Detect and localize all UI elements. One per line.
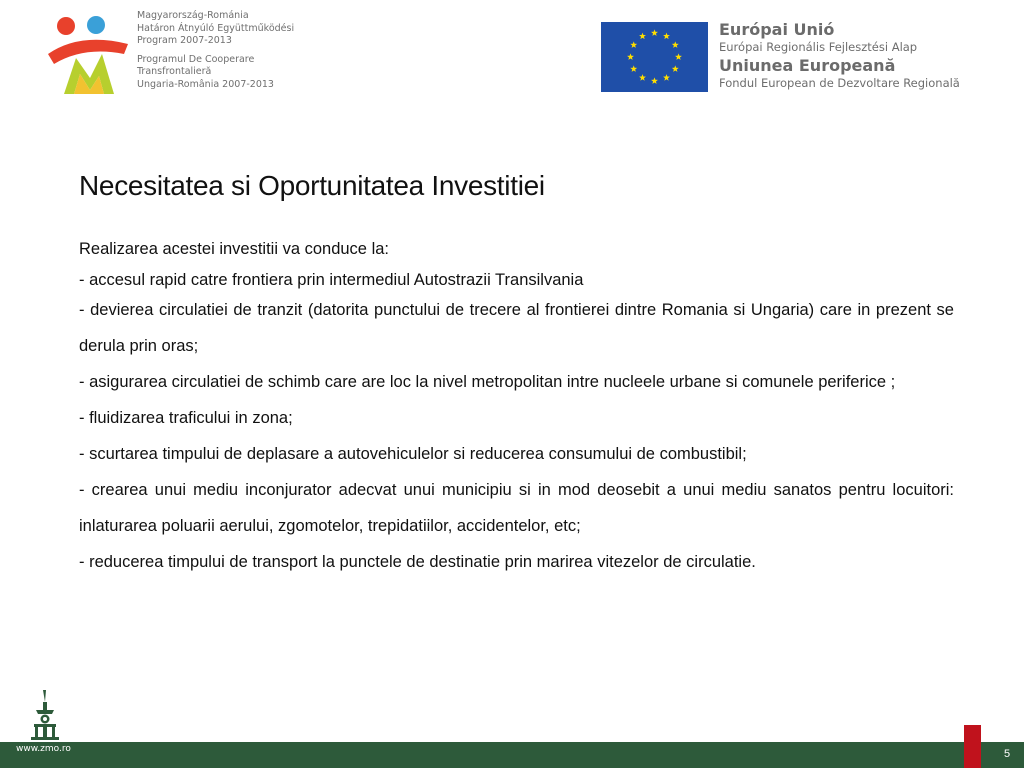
program-name: [137, 10, 294, 91]
list-item: - asigurarea circulatiei de schimb care are loc la nivel metropolitan intre nucleele urbane si comunele periferice ;: [79, 373, 896, 391]
list-item: - devierea circulatiei de tranzit (datorita punctului de trecere al frontierei dintre Romania si Ungaria) care in prezent se derula prin oras;: [79, 301, 954, 355]
list-item: - scurtarea timpului de deplasare a autovehiculelor si reducerea consumului de combustibil;: [79, 445, 747, 463]
footer-bar: [0, 742, 1024, 768]
program-line: Magyarország-Románia: [137, 10, 249, 21]
eu-fund-ro: Fondul European de Dezvoltare Regională: [719, 76, 960, 90]
eu-flag-icon: [601, 22, 708, 92]
program-line: Transfrontalieră: [137, 66, 212, 77]
page-number: 5: [1004, 748, 1011, 760]
program-line: Program 2007-2013: [137, 35, 232, 46]
slide-body: [79, 268, 954, 580]
eu-fund-hu: Európai Regionális Fejlesztési Alap: [719, 40, 918, 54]
program-logo-icon: [44, 14, 136, 96]
program-line: Határon Átnyúló Együttműködési: [137, 22, 295, 34]
program-line: Programul De Cooperare: [137, 53, 255, 65]
list-item: - accesul rapid catre frontiera prin intermediul Autostrazii Transilvania: [79, 271, 584, 289]
list-item: - fluidizarea traficului in zona;: [79, 409, 293, 427]
footer-url: www.zmo.ro: [16, 744, 71, 754]
slide-intro: Realizarea acestei investitii va conduce la:: [79, 240, 389, 258]
list-item: - crearea unui mediu inconjurator adecvat unui municipiu si in mod deosebit a unui mediu sanatos pentru locuitori: inlaturarea poluarii aerului, zgomotelor, trepidatiilor, accidentelor, etc;: [79, 481, 954, 535]
footer-accent: [964, 725, 981, 768]
eu-labels: [719, 20, 960, 92]
list-item: - reducerea timpului de transport la punctele de destinatie prin marirea vitezelor de circulatie.: [79, 553, 756, 571]
eu-title-ro: Uniunea Europeană: [719, 56, 896, 75]
zmo-logo-icon: [28, 688, 62, 740]
slide-title: Necesitatea si Oportunitatea Investitiei: [79, 170, 545, 201]
eu-title-hu: Európai Unió: [719, 20, 835, 39]
program-line: Ungaria-România 2007-2013: [137, 78, 274, 90]
